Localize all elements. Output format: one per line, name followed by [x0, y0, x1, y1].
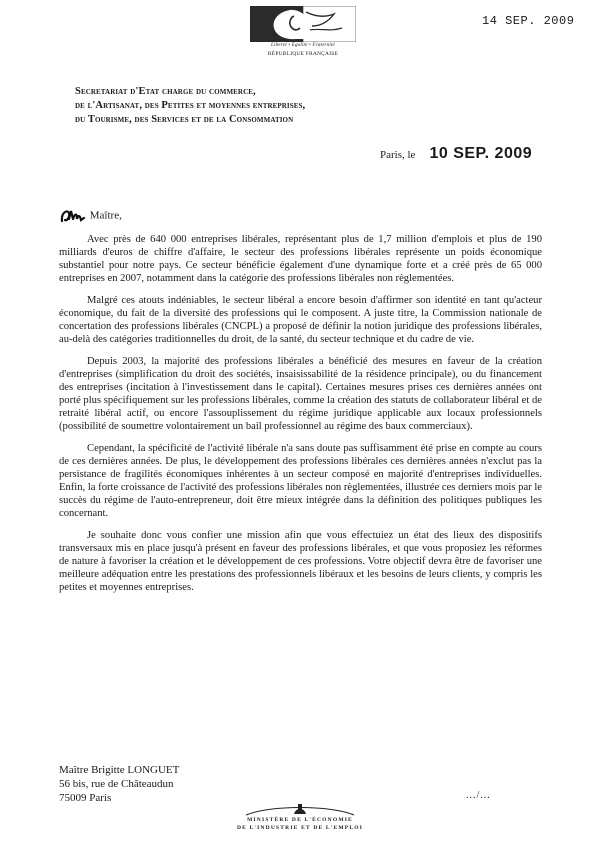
letter-body — [59, 233, 542, 603]
body-paragraph: Avec près de 640 000 entreprises libérales, représentant plus de 1,7 million d'emplois et plus de 190 milliards d'euros de chiffre d'affaire, le secteur des professions libérales représente un poids économique substantiel pour notre pays. Ce secteur bénéficie également d'une dynamique forte et a créé près de 65 000 entreprises en 2007, notamment dans la catégorie des professions libérales non règlementées. — [59, 234, 542, 284]
sender-line: Secretariat d'Etat charge du commerce, — [75, 86, 256, 97]
recipient-name: Maître Brigitte LONGUET — [59, 764, 180, 776]
continuation-mark: .../... — [466, 790, 491, 801]
sender-block — [75, 85, 305, 127]
date-place: Paris, le — [380, 149, 416, 161]
body-paragraph: Malgré ces atouts indéniables, le secteur libéral a encore besoin d'affirmer son identité en tant qu'acteur économique, du fait de la diversité des professions qui le composent. A juste titre, la Commission nationale de concertation des professions libérales (CNCPL) a proposé de définir la notion juridique des professions libérales, au-delà des catégories traditionnelles du droit, de la santé, du secteur technique et du cadre de vie. — [59, 295, 542, 345]
sender-line: du Tourisme, des Services et de la Consommation — [75, 114, 294, 125]
received-date-stamp: 14 SEP. 2009 — [482, 14, 575, 28]
marianne-emblem-icon — [250, 6, 356, 42]
recipient-address — [59, 763, 179, 805]
body-paragraph: Depuis 2003, la majorité des professions libérales a bénéficié des mesures en faveur de la création d'entreprises (simplification du droit des sociétés, insaisissabilité de la résidence principale), ou du financement des entreprises (incitation à l'investissement dans le capital). Certaines mesures prises ces dernières années ont porté plus spécifiquement sur les professions libérales, comme la création des statuts de collaborateur libéral et de retraité libéral actif, ou encore l'assouplissement du régime juridique applicable aux locaux professionnels (possibilité de soumettre volontairement un bail professionnel au régime des baux commerciaux). — [59, 356, 542, 432]
handwritten-salutation-icon — [59, 207, 85, 225]
republic-name: RÉPUBLIQUE FRANÇAISE — [267, 51, 339, 57]
body-paragraph: Je souhaite donc vous confier une mission afin que vous effectuiez un état des lieux des dispositifs transversaux mis en place jusqu'à présent en faveur des professions libérales, et que vous proposiez les réformes de nature à favoriser la création et le développement de ces professions. Votre objectif devra être de favoriser une meilleure adéquation entre les prestations des professionnels libéraux et les besoins de leurs clients, y compris les petites et moyennes entreprises. — [59, 530, 542, 593]
ministry-name-line2: DE L'INDUSTRIE ET DE L'EMPLOI — [236, 825, 364, 831]
recipient-street: 56 bis, rue de Châteaudun — [59, 778, 174, 790]
ministry-arc-icon — [240, 802, 360, 816]
ministry-name-line1: MINISTÈRE DE L'ÉCONOMIE — [247, 817, 353, 823]
republique-francaise-logo — [250, 6, 356, 62]
salutation-line — [59, 207, 122, 225]
body-paragraph: Cependant, la spécificité de l'activité libérale n'a sans doute pas suffisamment été prise en compte au cours de ces dernières années. De plus, le développement des professions libérales ces dernières années n'exclut pas la persistance de fragilités économiques inhérentes à un secteur composé en majorité d'entreprises individuelles. Enfin, la forte croissance de l'activité des professions libérales non règlementées, illustrée ces derniers mois par le succès du régime de l'auto-entrepreneur, doit être mieux intégrée dans la définition des politiques publiques les concernant. — [59, 443, 542, 519]
republic-motto: Liberté • Égalité • Fraternité — [271, 43, 335, 48]
date-stamp: 10 SEP. 2009 — [429, 145, 533, 162]
recipient-city: 75009 Paris — [59, 792, 112, 804]
salutation-text: Maître, — [89, 209, 122, 222]
date-line — [380, 145, 560, 163]
ministry-footer — [215, 802, 385, 832]
sender-line: de l'Artisanat, des Petites et moyennes entreprises, — [75, 100, 306, 111]
